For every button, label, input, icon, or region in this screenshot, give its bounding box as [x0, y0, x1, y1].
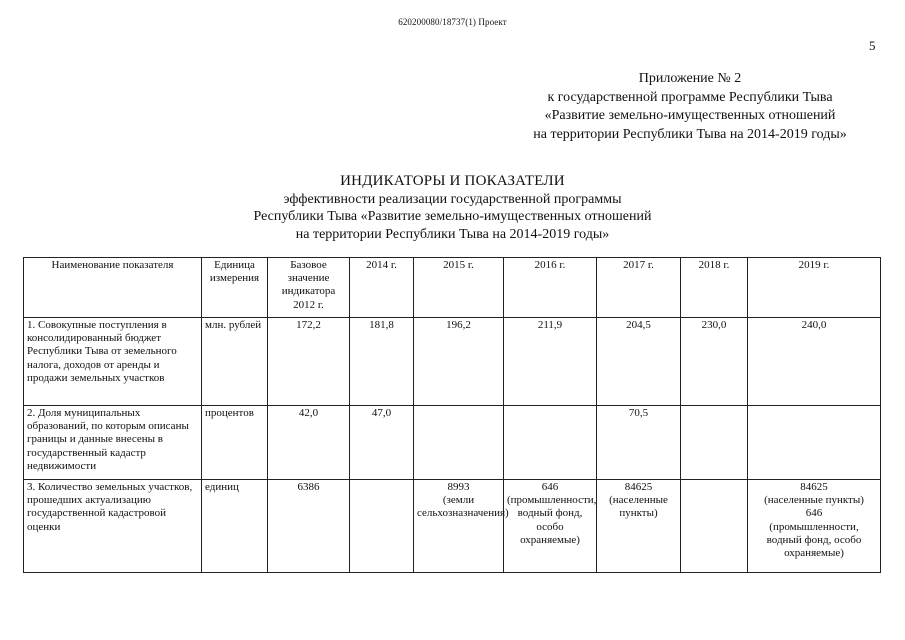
- header-2017: 2017 г.: [597, 258, 681, 318]
- row-2019: [748, 406, 881, 480]
- appendix-line-3: «Развитие земельно-имущественных отношений: [544, 108, 836, 123]
- row-base: 172,2: [268, 318, 350, 406]
- row-base: 42,0: [268, 406, 350, 480]
- row-2015: 196,2: [414, 318, 504, 406]
- header-2016: 2016 г.: [504, 258, 597, 318]
- row-2016-note: (промышленности, водный фонд, особо охраняемые): [507, 494, 597, 546]
- row-2016: [504, 406, 597, 480]
- row-name: 2. Доля муниципальных образований, по которым описаны границы и данные внесены в государственный кадастр недвижимости: [24, 406, 202, 480]
- row-2015-value: 8993: [447, 481, 470, 493]
- row-2018: [681, 480, 748, 573]
- row-2015: [414, 406, 504, 480]
- row-2017-note: (населенные пункты): [609, 494, 668, 520]
- row-unit: процентов: [202, 406, 268, 480]
- title-main: ИНДИКАТОРЫ И ПОКАЗАТЕЛИ: [340, 173, 565, 189]
- row-2016: [504, 480, 597, 573]
- row-2017-value: 84625: [624, 481, 653, 493]
- table-row: [24, 406, 881, 480]
- header-2018: 2018 г.: [681, 258, 748, 318]
- table-row: [24, 480, 881, 573]
- document-title: [0, 173, 905, 243]
- table-row: [24, 318, 881, 406]
- appendix-line-2: к государственной программе Республики Тыва: [547, 89, 833, 105]
- row-2015: [414, 480, 509, 573]
- indicators-table: [23, 257, 881, 573]
- row-2015-note: (земли сельхозназначения): [417, 494, 509, 520]
- document-code: 620200080/18737(1) Проект: [398, 17, 507, 27]
- row-2019: [748, 480, 881, 573]
- row-name: 1. Совокупные поступления в консолидированный бюджет Республики Тыва от земельного налога, доходов от аренды и продажи земельных участков: [24, 318, 202, 406]
- row-2019-note-1: (населенные пункты): [764, 494, 864, 507]
- appendix-heading: [460, 70, 905, 144]
- title-line-4: на территории Республики Тыва на 2014-2019 годы»: [295, 226, 610, 242]
- row-2018: 230,0: [681, 318, 748, 406]
- row-2017: [597, 480, 681, 573]
- header-2019: 2019 г.: [748, 258, 881, 318]
- appendix-line-4: на территории Республики Тыва на 2014-2019 годы»: [533, 126, 847, 142]
- row-2017: 204,5: [597, 318, 681, 406]
- row-base: 6386: [268, 480, 350, 573]
- header-2014: 2014 г.: [350, 258, 414, 318]
- appendix-line-1: Приложение № 2: [638, 71, 742, 86]
- row-2014: 47,0: [350, 406, 414, 480]
- header-2015: 2015 г.: [414, 258, 504, 318]
- table-header-row: [24, 258, 881, 318]
- row-2018: [681, 406, 748, 480]
- row-2016: 211,9: [504, 318, 597, 406]
- row-2014: 181,8: [350, 318, 414, 406]
- row-2019: 240,0: [748, 318, 881, 406]
- title-line-3: Республики Тыва «Развитие земельно-имущественных отношений: [253, 209, 652, 224]
- header-unit: Единица измерения: [202, 258, 268, 318]
- row-unit: единиц: [202, 480, 268, 573]
- row-2019-note-2: (промышленности, водный фонд, особо охраняемые): [766, 520, 862, 560]
- title-line-2: эффективности реализации государственной программы: [283, 191, 622, 207]
- row-2017: 70,5: [597, 406, 681, 480]
- row-unit: млн. рублей: [202, 318, 268, 406]
- page-number: 5: [869, 38, 876, 53]
- row-2016-value: 646: [541, 481, 559, 493]
- row-2014: [350, 480, 414, 573]
- header-name: Наименование показателя: [24, 258, 202, 318]
- row-2019-value-2: 646: [805, 507, 823, 520]
- header-base: Базовое значение индикатора 2012 г.: [268, 258, 350, 318]
- row-name: 3. Количество земельных участков, прошедших актуализацию государственной кадастровой оценки: [24, 480, 202, 573]
- row-2019-value-1: 84625: [800, 481, 828, 493]
